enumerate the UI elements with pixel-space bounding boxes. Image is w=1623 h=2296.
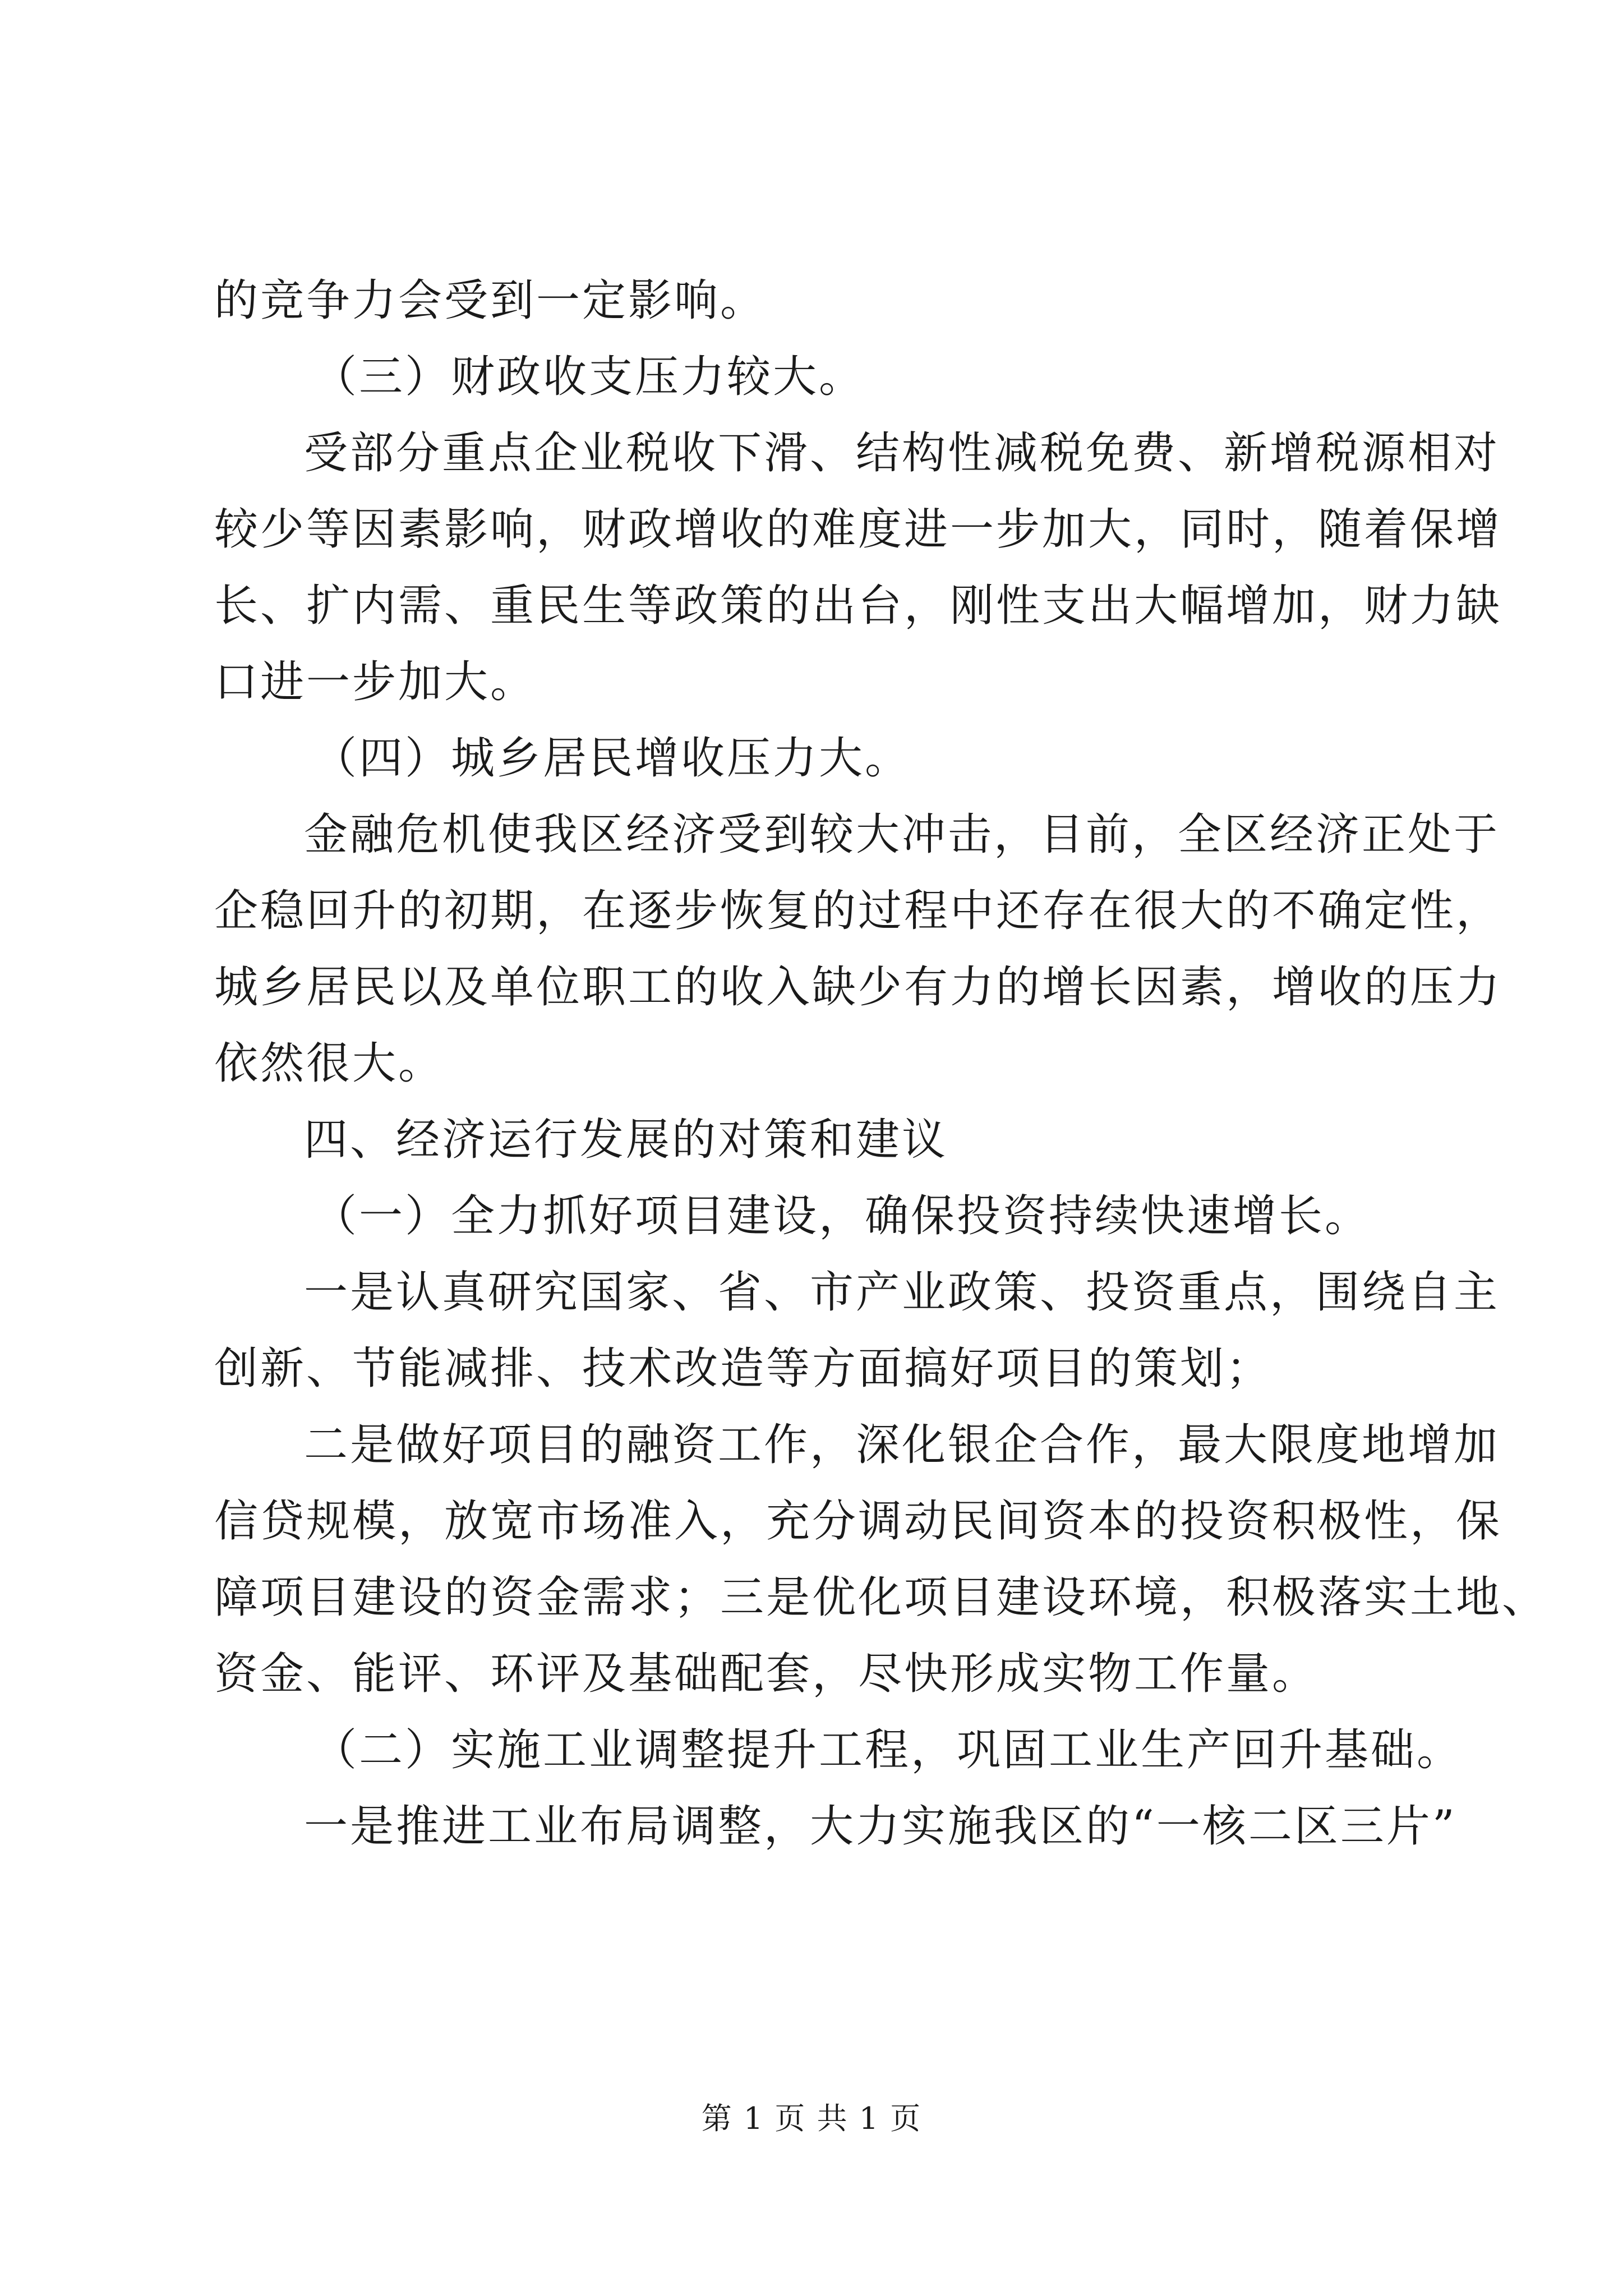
text-line: 依然很大。 [214,1038,445,1089]
text-line: 口进一步加大。 [214,657,537,707]
text-line: 二是做好项目的融资工作，深化银企合作，最大限度地增加 [304,1420,1500,1470]
text-line: 受部分重点企业税收下滑、结构性减税免费、新增税源相对 [304,428,1500,478]
document-body [214,263,1548,1865]
section-heading: （三）财政收支压力较大。 [313,352,865,402]
text-line: 金融危机使我区经济受到较大冲击，目前，全区经济正处于 [304,809,1500,860]
page-number-footer: 第 1 页 共 1 页 [701,2101,922,2136]
text-line: 信贷规模，放宽市场准入，充分调动民间资本的投资积极性，保 [214,1496,1502,1547]
section-heading: （二）实施工业调整提升工程，巩固工业生产回升基础。 [313,1725,1463,1775]
text-line: 创新、节能减排、技术改造等方面搞好项目的策划； [214,1343,1272,1394]
text-line: 的竞争力会受到一定影响。 [214,275,767,326]
text-line: 一是认真研究国家、省、市产业政策、投资重点，围绕自主 [304,1267,1500,1318]
section-heading: （四）城乡居民增收压力大。 [313,733,911,784]
text-line: 长、扩内需、重民生等政策的出台，刚性支出大幅增加，财力缺 [214,581,1502,631]
text-line: 企稳回升的初期，在逐步恢复的过程中还存在很大的不确定性， [214,886,1502,936]
text-line: 较少等因素影响，财政增收的难度进一步加大，同时，随着保增 [214,504,1502,555]
text-line: 一是推进工业布局调整，大力实施我区的“一核二区三片” [304,1801,1457,1852]
section-heading: （一）全力抓好项目建设，确保投资持续快速增长。 [313,1191,1371,1241]
text-line: 障项目建设的资金需求；三是优化项目建设环境，积极落实土地、 [214,1572,1548,1623]
chapter-heading: 四、经济运行发展的对策和建议 [304,1115,948,1165]
text-line: 资金、能评、环评及基础配套，尽快形成实物工作量。 [214,1649,1318,1699]
text-line: 城乡居民以及单位职工的收入缺少有力的增长因素，增收的压力 [214,962,1502,1013]
